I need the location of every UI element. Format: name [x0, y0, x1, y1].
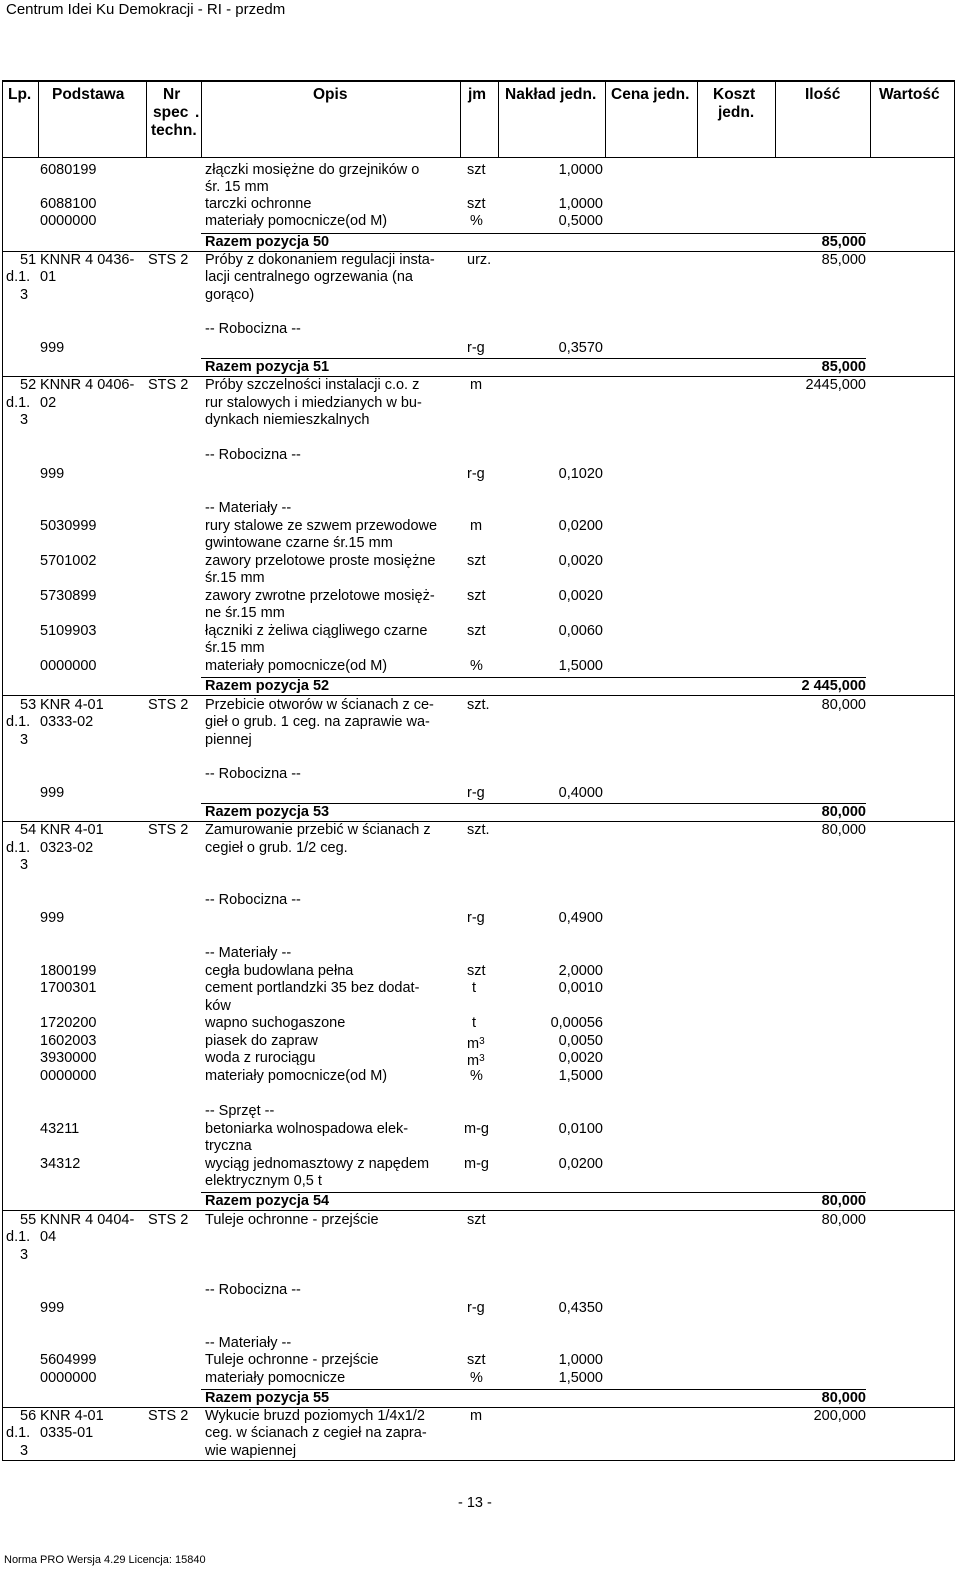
subtotal-label: Razem pozycja 50: [205, 234, 330, 250]
item-spec: STS 2: [148, 697, 189, 713]
description: materiały pomocnicze: [205, 1370, 346, 1386]
subtotal-label: Razem pozycja 54: [205, 1193, 330, 1209]
page-number: - 13 -: [458, 1495, 492, 1511]
unit: r-g: [467, 785, 485, 801]
item-number: d.1.: [6, 714, 31, 730]
section-label: -- Materiały --: [205, 500, 292, 516]
norm-value: 2,0000: [558, 963, 603, 979]
item-basis: 0335-01: [40, 1425, 94, 1441]
item-basis: KNNR 4 0406-: [40, 377, 135, 393]
resource-code: 6080199: [40, 162, 97, 178]
item-basis: 0333-02: [40, 714, 94, 730]
resource-code: 0000000: [40, 213, 97, 229]
norm-value: 1,0000: [558, 1352, 603, 1368]
item-basis: 0323-02: [40, 840, 94, 856]
norm-value: 0,0200: [558, 1156, 603, 1172]
item-description: cegieł o grub. 1/2 ceg.: [205, 840, 348, 856]
section-label: -- Robocizna --: [205, 1282, 301, 1298]
item-basis: KNNR 4 0404-: [40, 1212, 135, 1228]
norm-value: 1,0000: [558, 162, 603, 178]
description: woda z rurociągu: [205, 1050, 316, 1066]
unit: szt: [467, 623, 486, 639]
item-number: 3: [20, 1443, 29, 1459]
unit-base: m: [467, 1036, 480, 1052]
unit-exponent: 3: [479, 1053, 485, 1064]
norm-value: 0,5000: [558, 213, 603, 229]
item-description: Wykucie bruzd poziomych 1/4x1/2: [205, 1408, 425, 1424]
resource-code: 0000000: [40, 658, 97, 674]
subtotal-quantity: 80,000: [821, 1390, 866, 1406]
norm-value: 0,0020: [558, 588, 603, 604]
item-description: piennej: [205, 732, 252, 748]
resource-code: 5730899: [40, 588, 97, 604]
item-unit: szt: [467, 1212, 486, 1228]
section-label: -- Robocizna --: [205, 892, 301, 908]
header-naklad: Nakład jedn.: [505, 86, 597, 103]
unit: %: [470, 1370, 483, 1386]
unit: %: [470, 1068, 483, 1084]
section-label: -- Materiały --: [205, 1335, 292, 1351]
item-spec: STS 2: [148, 252, 189, 268]
item-description: dynkach niemieszkalnych: [205, 412, 370, 428]
resource-code: 5604999: [40, 1352, 97, 1368]
norm-value: 0,4350: [558, 1300, 603, 1316]
norm-value: 0,1020: [558, 466, 603, 482]
header-lp: Lp.: [8, 86, 32, 103]
unit: [467, 1050, 485, 1070]
description: tryczna: [205, 1138, 252, 1154]
item-basis: 01: [40, 269, 57, 285]
header-divider: [498, 80, 499, 158]
norm-value: 0,0200: [558, 518, 603, 534]
resource-code: 6088100: [40, 196, 97, 212]
item-number: 55: [20, 1212, 37, 1228]
header-podstawa: Podstawa: [52, 86, 125, 103]
norm-value: 1,0000: [558, 196, 603, 212]
item-spec: STS 2: [148, 1408, 189, 1424]
subtotal-label: Razem pozycja 51: [205, 359, 330, 375]
unit: szt: [467, 553, 486, 569]
item-number: 52: [20, 377, 37, 393]
description: zawory zwrotne przelotowe mosięż-: [205, 588, 435, 604]
item-description: wie wapiennej: [205, 1443, 297, 1459]
description: piasek do zapraw: [205, 1033, 318, 1049]
norm-value: 0,0060: [558, 623, 603, 639]
norm-value: 0,0100: [558, 1121, 603, 1137]
row-divider: [2, 695, 955, 696]
description: materiały pomocnicze(od M): [205, 658, 388, 674]
header-nr-spec: .: [195, 104, 200, 121]
norm-value: 0,3570: [558, 340, 603, 356]
subtotal-quantity: 85,000: [821, 359, 866, 375]
unit: szt: [467, 1352, 486, 1368]
subtotal-label: Razem pozycja 52: [205, 678, 330, 694]
description: wapno suchogaszone: [205, 1015, 346, 1031]
unit: %: [470, 213, 483, 229]
unit: r-g: [467, 466, 485, 482]
item-number: d.1.: [6, 840, 31, 856]
resource-code: 1700301: [40, 980, 97, 996]
document-title: Centrum Idei Ku Demokracji - RI - przedm: [6, 1, 286, 18]
header-jm: jm: [468, 86, 487, 103]
norm-value: 0,0010: [558, 980, 603, 996]
resource-code: 1800199: [40, 963, 97, 979]
resource-code: 5109903: [40, 623, 97, 639]
item-number: 53: [20, 697, 37, 713]
description: cegła budowlana pełna: [205, 963, 354, 979]
description: gwintowane czarne śr.15 mm: [205, 535, 393, 551]
header-divider: [605, 80, 606, 158]
resource-code: 34312: [40, 1156, 81, 1172]
item-description: rur stalowych i miedzianych w bu-: [205, 395, 422, 411]
description: materiały pomocnicze(od M): [205, 213, 388, 229]
item-unit: urz.: [467, 252, 492, 268]
item-description: lacji centralnego ogrzewania (na: [205, 269, 413, 285]
unit: szt: [467, 196, 486, 212]
header-koszt: jedn.: [718, 104, 755, 121]
description: śr. 15 mm: [205, 179, 269, 195]
item-basis: KNR 4-01: [40, 822, 104, 838]
item-description: gieł o grub. 1 ceg. na zaprawie wa-: [205, 714, 430, 730]
description: wyciąg jednomasztowy z napędem: [205, 1156, 430, 1172]
description: złączki mosiężne do grzejników o: [205, 162, 420, 178]
item-basis: 02: [40, 395, 57, 411]
resource-code: 999: [40, 785, 65, 801]
header-ilosc: Ilość: [805, 86, 841, 103]
item-basis: KNNR 4 0436-: [40, 252, 135, 268]
unit: r-g: [467, 910, 485, 926]
item-number: 3: [20, 857, 29, 873]
item-quantity: 80,000: [821, 697, 866, 713]
item-number: d.1.: [6, 1425, 31, 1441]
description: tarczki ochronne: [205, 196, 312, 212]
header-divider: [146, 80, 147, 158]
unit: szt: [467, 963, 486, 979]
norm-value: 1,5000: [558, 1370, 603, 1386]
item-number: 3: [20, 287, 29, 303]
item-description: Przebicie otworów w ścianach z ce-: [205, 697, 434, 713]
unit-exponent: 3: [479, 1036, 485, 1047]
description: ne śr.15 mm: [205, 605, 285, 621]
item-description: Zamurowanie przebić w ścianach z: [205, 822, 431, 838]
item-description: Próby szczelności instalacji c.o. z: [205, 377, 420, 393]
item-number: d.1.: [6, 269, 31, 285]
unit: szt: [467, 588, 486, 604]
subtotal-label: Razem pozycja 55: [205, 1390, 330, 1406]
resource-code: 3930000: [40, 1050, 97, 1066]
item-number: 3: [20, 732, 29, 748]
norm-value: 0,0020: [558, 553, 603, 569]
description: ków: [205, 998, 231, 1014]
item-description: Tuleje ochronne - przejście: [205, 1212, 379, 1228]
unit: r-g: [467, 340, 485, 356]
description: rury stalowe ze szwem przewodowe: [205, 518, 438, 534]
unit: m-g: [464, 1121, 489, 1137]
resource-code: 5030999: [40, 518, 97, 534]
resource-code: 999: [40, 340, 65, 356]
resource-code: 999: [40, 1300, 65, 1316]
item-unit: m: [470, 377, 483, 393]
subtotal-quantity: 2 445,000: [801, 678, 866, 694]
header-divider: [697, 80, 698, 158]
header-divider: [775, 80, 776, 158]
section-label: -- Robocizna --: [205, 766, 301, 782]
table-top-border: [2, 80, 955, 82]
norm-value: 0,0020: [558, 1050, 603, 1066]
resource-code: 1720200: [40, 1015, 97, 1031]
item-description: Próby z dokonaniem regulacji insta-: [205, 252, 435, 268]
norm-value: 0,00056: [550, 1015, 603, 1031]
item-quantity: 80,000: [821, 822, 866, 838]
item-quantity: 80,000: [821, 1212, 866, 1228]
header-wartosc: Wartość: [879, 86, 940, 103]
item-quantity: 2445,000: [805, 377, 866, 393]
item-description: gorąco): [205, 287, 255, 303]
header-opis: Opis: [313, 86, 348, 103]
norm-value: 1,5000: [558, 658, 603, 674]
norm-value: 0,4000: [558, 785, 603, 801]
section-label: -- Materiały --: [205, 945, 292, 961]
item-unit: szt.: [467, 697, 490, 713]
table-right-border: [954, 80, 955, 1461]
subtotal-label: Razem pozycja 53: [205, 804, 330, 820]
item-unit: szt.: [467, 822, 490, 838]
item-number: 54: [20, 822, 37, 838]
header-divider: [460, 80, 461, 158]
unit: szt: [467, 162, 486, 178]
description: śr.15 mm: [205, 570, 265, 586]
resource-code: 999: [40, 466, 65, 482]
description: betoniarka wolnospadowa elek-: [205, 1121, 409, 1137]
unit: %: [470, 658, 483, 674]
resource-code: 5701002: [40, 553, 97, 569]
header-divider: [870, 80, 871, 158]
table-bottom-border: [2, 1460, 955, 1461]
resource-code: 0000000: [40, 1370, 97, 1386]
item-basis: KNR 4-01: [40, 1408, 104, 1424]
resource-code: 1602003: [40, 1033, 97, 1049]
unit: r-g: [467, 1300, 485, 1316]
header-nr-spec: Nr: [163, 86, 181, 103]
item-unit: m: [470, 1408, 483, 1424]
subtotal-quantity: 85,000: [821, 234, 866, 250]
item-number: 51: [20, 252, 37, 268]
section-label: -- Robocizna --: [205, 321, 301, 337]
item-description: ceg. w ścianach z cegieł na zapra-: [205, 1425, 427, 1441]
item-basis: KNR 4-01: [40, 697, 104, 713]
description: cement portlandzki 35 bez dodat-: [205, 980, 420, 996]
description: łączniki z żeliwa ciągliwego czarne: [205, 623, 428, 639]
item-number: d.1.: [6, 395, 31, 411]
item-spec: STS 2: [148, 377, 189, 393]
subtotal-quantity: 80,000: [821, 804, 866, 820]
header-divider: [38, 80, 39, 158]
item-number: 56: [20, 1408, 37, 1424]
item-basis: 04: [40, 1229, 57, 1245]
norm-value: 1,5000: [558, 1068, 603, 1084]
description: Tuleje ochronne - przejście: [205, 1352, 379, 1368]
header-cena: Cena jedn.: [611, 86, 690, 103]
description: elektrycznym 0,5 t: [205, 1173, 322, 1189]
description: zawory przelotowe proste mosiężne: [205, 553, 436, 569]
section-label: -- Robocizna --: [205, 447, 301, 463]
resource-code: 43211: [40, 1121, 80, 1137]
norm-value: 0,4900: [558, 910, 603, 926]
header-divider: [201, 80, 202, 158]
item-quantity: 200,000: [813, 1408, 866, 1424]
resource-code: 999: [40, 910, 65, 926]
subtotal-quantity: 80,000: [821, 1193, 866, 1209]
header-bottom-border: [2, 157, 955, 158]
item-number: 3: [20, 412, 29, 428]
unit: t: [472, 1015, 477, 1031]
table-left-border: [2, 80, 3, 1461]
header-koszt: Koszt: [713, 86, 756, 103]
unit-base: m: [467, 1053, 480, 1069]
item-spec: STS 2: [148, 822, 189, 838]
header-nr-spec: techn.: [151, 122, 197, 139]
unit: m-g: [464, 1156, 489, 1172]
item-quantity: 85,000: [821, 252, 866, 268]
unit: t: [472, 980, 477, 996]
item-number: d.1.: [6, 1229, 31, 1245]
row-divider: [2, 1210, 955, 1211]
norm-value: 0,0050: [558, 1033, 603, 1049]
item-number: 3: [20, 1247, 29, 1263]
unit: m: [470, 518, 483, 534]
resource-code: 0000000: [40, 1068, 97, 1084]
section-label: -- Sprzęt --: [205, 1103, 275, 1119]
item-spec: STS 2: [148, 1212, 189, 1228]
description: materiały pomocnicze(od M): [205, 1068, 388, 1084]
header-nr-spec: spec: [153, 104, 189, 121]
footer-license: Norma PRO Wersja 4.29 Licencja: 15840: [4, 1554, 206, 1566]
description: śr.15 mm: [205, 640, 265, 656]
